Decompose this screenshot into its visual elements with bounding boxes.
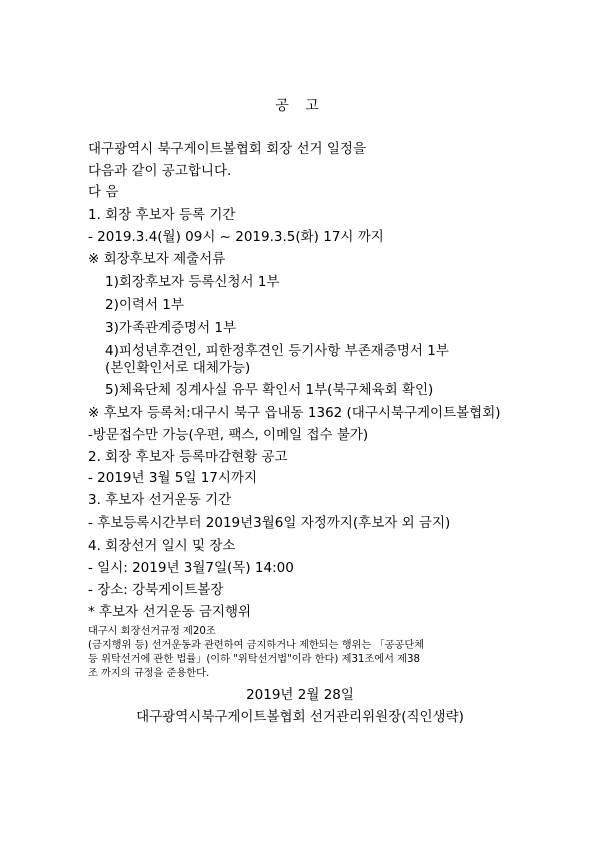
intro-line-1: 대구광역시 북구게이트볼협회 회장 선거 일정을 <box>88 141 366 157</box>
document-item: 1)회장후보자 등록신청서 1부 <box>105 274 280 290</box>
notice-date: 2019년 2월 28일 <box>246 687 354 703</box>
da-eum-label: 다 음 <box>88 184 119 200</box>
section-4-datetime: - 일시: 2019년 3월7일(목) 14:00 <box>88 560 294 576</box>
documents-heading: ※ 회장후보자 제출서류 <box>88 251 226 267</box>
regulation-text-line: 조 까지의 규정을 준용한다. <box>88 668 210 679</box>
prohibited-heading: * 후보자 선거운동 금지행위 <box>88 604 252 620</box>
notice-title: 공 고 <box>275 98 325 114</box>
section-1-period: - 2019.3.4(월) 09시 ~ 2019.3.5(화) 17시 까지 <box>88 229 384 245</box>
regulation-text-line: 등 위탁선거에 관한 법률」(이하 "위탁선거법"이라 한다) 제31조에서 제38 <box>88 654 420 665</box>
section-2-heading: 2. 회장 후보자 등록마감현황 공고 <box>88 449 288 465</box>
section-4-heading: 4. 회장선거 일시 및 장소 <box>88 538 236 554</box>
visit-only-notice: -방문접수만 가능(우편, 팩스, 이메일 접수 불가) <box>88 427 369 443</box>
regulation-title: 대구시 회장선거규정 제20조 <box>88 626 216 637</box>
document-item: 2)이력서 1부 <box>105 297 184 313</box>
section-3-period: - 후보등록시간부터 2019년3월6일 자정까지(후보자 외 금지) <box>88 515 451 531</box>
section-3-heading: 3. 후보자 선거운동 기간 <box>88 492 232 508</box>
section-4-place: - 장소: 강북게이트볼장 <box>88 582 224 598</box>
section-1-heading: 1. 회장 후보자 등록 기간 <box>88 207 236 223</box>
registration-place: ※ 후보자 등록처:대구시 북구 읍내동 1362 (대구시북구게이트볼협회) <box>88 405 501 421</box>
document-item: 5)체육단체 징계사실 유무 확인서 1부(북구체육회 확인) <box>105 382 434 398</box>
regulation-text-line: (금지행위 등) 선거운동과 관련하여 금지하거나 제한되는 행위는 「공공단체 <box>88 640 425 651</box>
document-item-note: (본인확인서로 대체가능) <box>105 360 251 376</box>
document-item: 4)피성년후견인, 피한정후견인 등기사항 부존재증명서 1부 <box>105 343 449 359</box>
intro-line-2: 다음과 같이 공고합니다. <box>88 163 232 179</box>
section-2-date: - 2019년 3월 5일 17시까지 <box>88 470 257 486</box>
notice-issuer: 대구광역시북구게이트볼협회 선거관리위원장(직인생략) <box>136 709 464 725</box>
document-item: 3)가족관계증명서 1부 <box>105 320 237 336</box>
